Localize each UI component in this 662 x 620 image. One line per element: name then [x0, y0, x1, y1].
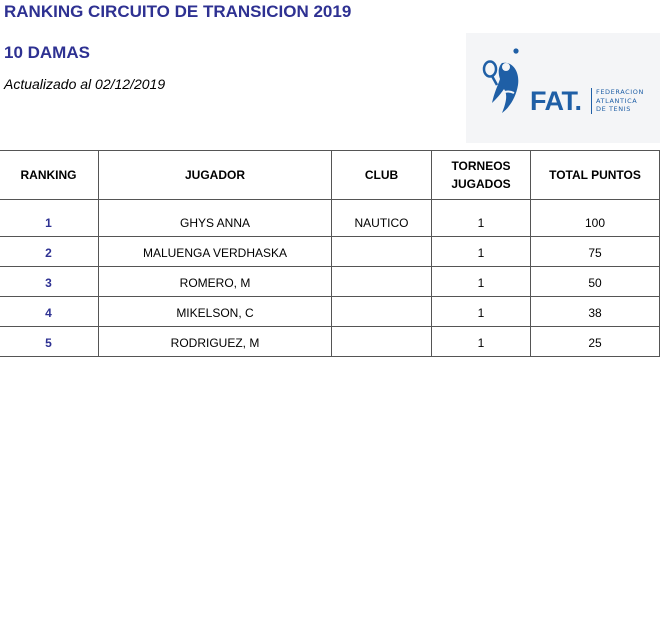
column-header-ranking: RANKING	[0, 151, 99, 200]
played-cell: 1	[432, 267, 531, 297]
column-header-jugador: JUGADOR	[99, 151, 332, 200]
table-row	[0, 327, 660, 357]
category-title: 10 DAMAS	[4, 43, 90, 62]
table-row	[0, 237, 660, 267]
rank-cell: 2	[0, 237, 99, 267]
logo-subtitle-line: DE TENIS	[596, 105, 631, 113]
ranking-table	[0, 150, 660, 357]
played-cell: 1	[432, 297, 531, 327]
tennis-player-icon	[466, 33, 528, 123]
points-cell: 38	[531, 297, 660, 327]
rank-cell: 5	[0, 327, 99, 357]
player-cell: RODRIGUEZ, M	[99, 327, 332, 357]
rank-cell: 3	[0, 267, 99, 297]
column-header-torneos-jugados	[432, 151, 531, 200]
points-cell: 75	[531, 237, 660, 267]
table-row	[0, 200, 660, 237]
club-cell	[332, 297, 432, 327]
club-cell	[332, 267, 432, 297]
table-row	[0, 267, 660, 297]
rank-cell: 4	[0, 297, 99, 327]
updated-date: Actualizado al 02/12/2019	[4, 76, 166, 92]
player-cell: MALUENGA VERDHASKA	[99, 237, 332, 267]
player-cell: GHYS ANNA	[99, 200, 332, 237]
played-cell: 1	[432, 327, 531, 357]
torneos-jugados-label: TORNEOS JUGADOS	[451, 159, 511, 191]
player-cell: MIKELSON, C	[99, 297, 332, 327]
table-row	[0, 297, 660, 327]
played-cell: 1	[432, 237, 531, 267]
club-cell	[332, 237, 432, 267]
player-cell: ROMERO, M	[99, 267, 332, 297]
logo-subtitle-line: FEDERACION	[596, 88, 644, 96]
table-header-row	[0, 151, 660, 200]
logo-wordmark: FAT.	[530, 86, 582, 116]
club-cell: NAUTICO	[332, 200, 432, 237]
club-cell	[332, 327, 432, 357]
points-cell: 100	[531, 200, 660, 237]
logo-divider	[591, 88, 592, 114]
logo-subtitle	[596, 88, 644, 114]
fat-logo	[466, 33, 660, 143]
column-header-total-puntos: TOTAL PUNTOS	[531, 151, 660, 200]
points-cell: 25	[531, 327, 660, 357]
column-header-club: CLUB	[332, 151, 432, 200]
page-title: RANKING CIRCUITO DE TRANSICION 2019	[4, 2, 352, 21]
logo-subtitle-line: ATLANTICA	[596, 96, 638, 105]
played-cell: 1	[432, 200, 531, 237]
points-cell: 50	[531, 267, 660, 297]
rank-cell: 1	[0, 200, 99, 237]
